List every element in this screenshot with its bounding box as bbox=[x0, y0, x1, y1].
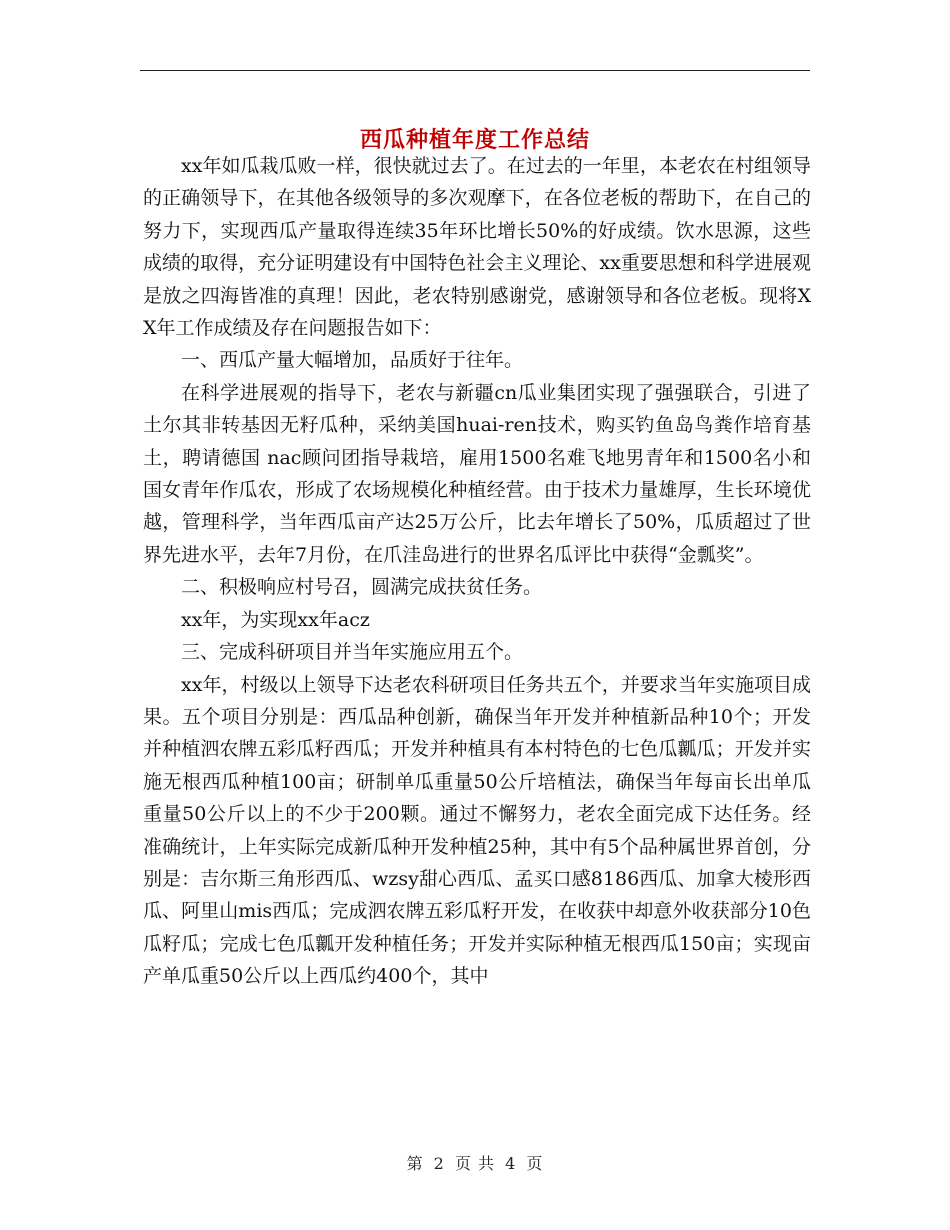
section-heading-2: 二、积极响应村号召，圆满完成扶贫任务。 bbox=[181, 576, 543, 599]
document-title: 西瓜种植年度工作总结 bbox=[359, 126, 590, 153]
page-current-number: 2 bbox=[433, 1154, 445, 1173]
paragraph-intro: xx年如瓜栽瓜败一样，很快就过去了。在过去的一年里，本老农在村组领导的正确领导下，在其他各级领导的多次观摩下，在各位老板的帮助下，在自己的努力下，实现西瓜产量取得连续35年环比增长50%的好成绩。饮水思源，这些成绩的取得，充分证明建设有中国特色社会主义理论、xx重要思想和科学进展观是放之四海皆准的真理！因此，老农特别感谢党，感谢领导和各位老板。现将XX年工作成绩及存在问题报告如下： bbox=[143, 155, 811, 340]
page-label-prefix: 第 bbox=[406, 1154, 424, 1173]
section-heading-3: 三、完成科研项目并当年实施应用五个。 bbox=[181, 641, 524, 664]
page-footer bbox=[0, 1152, 950, 1176]
paragraph-section-3: xx年，村级以上领导下达老农科研项目任务共五个，并要求当年实施项目成果。五个项目分别是：西瓜品种创新，确保当年开发并种植新品种10个；开发并种植泗农牌五彩瓜籽西瓜；开发并种植具有本村特色的七色瓜瓤瓜；开发并实施无根西瓜种植100亩；研制单瓜重量50公斤培植法，确保当年每亩长出单瓜重量50公斤以上的不少于200颗。通过不懈努力，老农全面完成下达任务。经准确统计，上年实际完成新瓜种开发种植25种，其中有5个品种属世界首创，分别是：吉尔斯三角形西瓜、wzsy甜心西瓜、孟买口感8186西瓜、加拿大棱形西瓜、阿里山mis西瓜；完成泗农牌五彩瓜籽开发，在收获中却意外收获部分10色瓜籽瓜；完成七色瓜瓤开发种植任务；开发并实际种植无根西瓜150亩；实现亩产单瓜重50公斤以上西瓜约400个，其中 bbox=[143, 673, 811, 988]
page-label-mid: 页 共 bbox=[454, 1154, 496, 1173]
paragraph-section-2: xx年，为实现xx年acz bbox=[181, 608, 370, 631]
header-rule bbox=[140, 70, 810, 71]
paragraph-section-1: 在科学进展观的指导下，老农与新疆cn瓜业集团实现了强强联合，引进了土尔其非转基因无籽瓜种，采纳美国huai-ren技术，购买钓鱼岛鸟粪作培育基土，聘请德国 nac顾问团指导栽培，雇用1500名难飞地男青年和1500名小和国女青年作瓜农，形成了农场规模化种植经营。由于技术力量雄厚，生长环境优越，管理科学，当年西瓜亩产达25万公斤，比去年增长了50%，瓜质超过了世界先进水平，去年7月份，在爪洼岛进行的世界名瓜评比中获得“金瓢奖”。 bbox=[143, 381, 811, 566]
document-body bbox=[143, 150, 811, 993]
page-label-suffix: 页 bbox=[526, 1154, 544, 1173]
page-total-number: 4 bbox=[505, 1154, 517, 1173]
section-heading-1: 一、西瓜产量大幅增加，品质好于往年。 bbox=[181, 349, 524, 372]
